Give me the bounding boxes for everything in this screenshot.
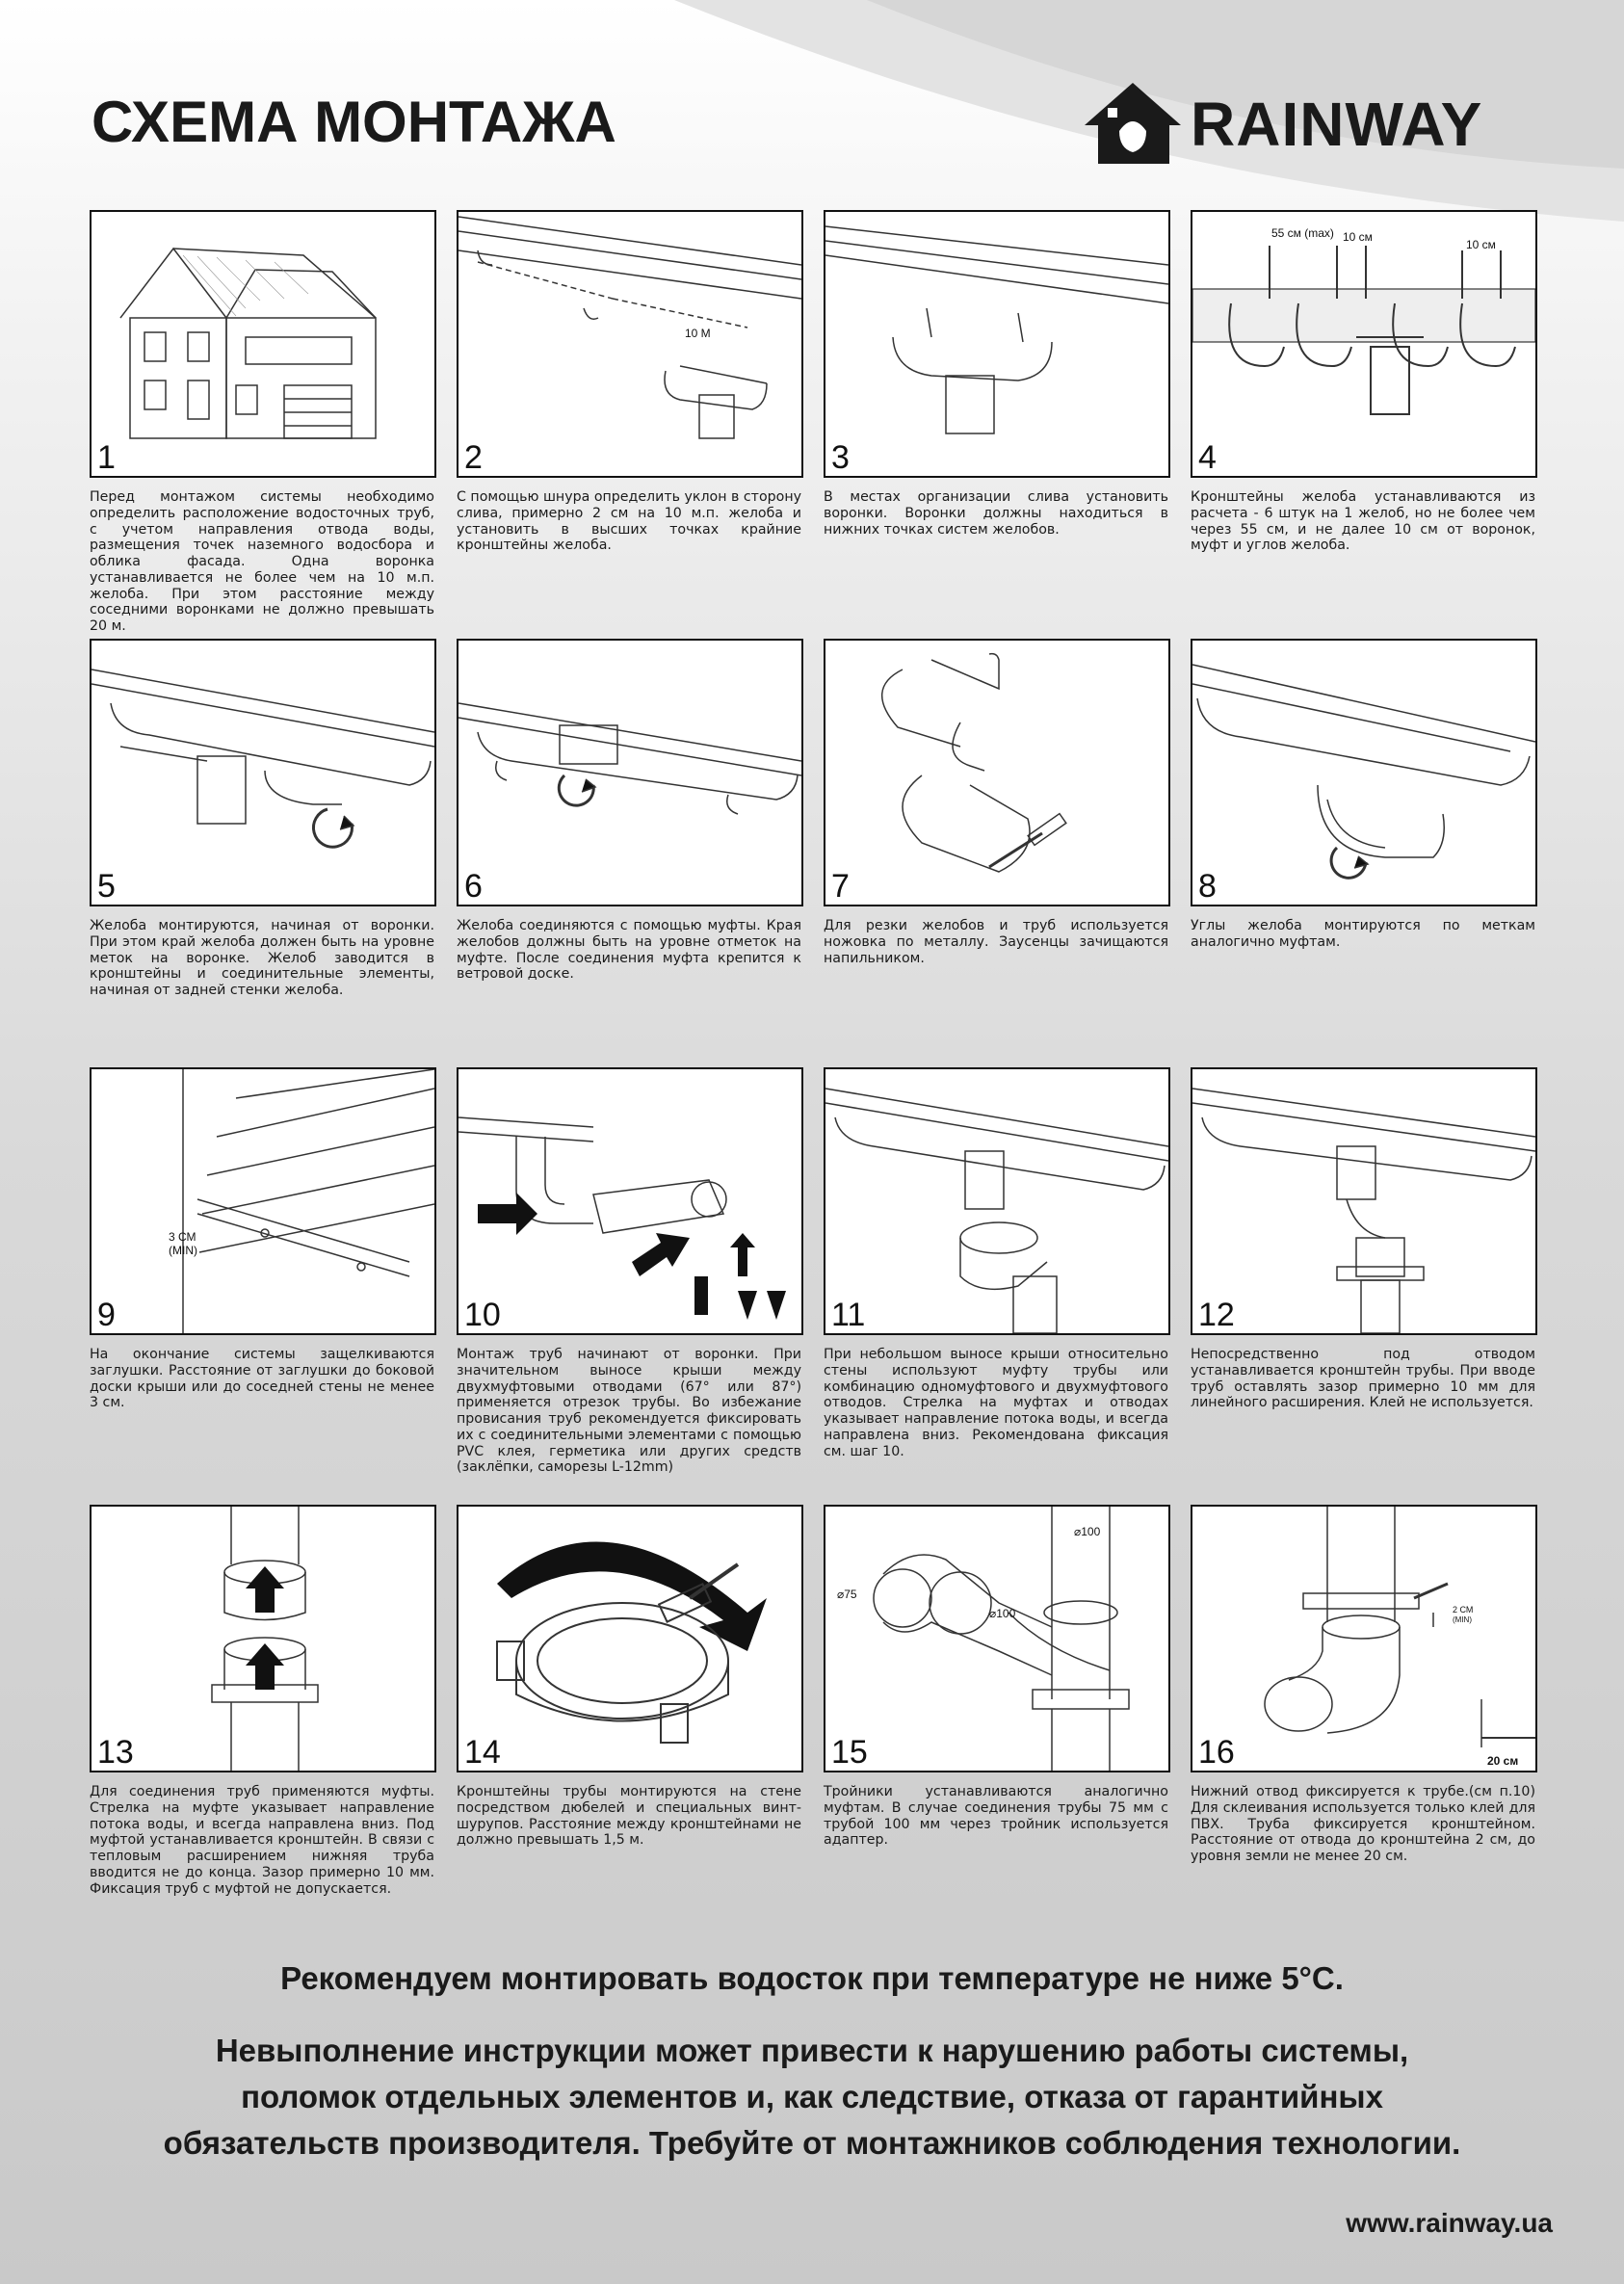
step-number: 12 <box>1198 1297 1235 1333</box>
step-9-illustration <box>90 1067 436 1335</box>
page-title: СХЕМА МОНТАЖА <box>92 90 616 154</box>
step-number: 2 <box>464 439 483 476</box>
step-description: Углы желоба монтируются по меткам аналогично муфтам. <box>1191 918 1535 950</box>
step-12-illustration <box>1191 1067 1537 1335</box>
step-number: 11 <box>831 1297 866 1333</box>
pipe-coupling-icon <box>92 1507 434 1771</box>
step-number: 1 <box>97 439 116 476</box>
ground-gap-label: 20 см <box>1487 1754 1519 1768</box>
step-8-illustration <box>1191 639 1537 906</box>
step-5-illustration <box>90 639 436 906</box>
max-spacing-label: 55 см (max) <box>1271 226 1334 240</box>
step-description: Непосредственно под отводом устанавливается кронштейн трубы. При вводе труб оставлять зазор примерно 10 мм для линейного расширения. Клей не используется. <box>1191 1347 1535 1411</box>
step-description: Желоба монтируются, начиная от воронки. При этом край желоба должен быть на уровне меток на воронке. Желоб заводится в кронштейны и соединительные элементы, начиная от задней стенки желоба. <box>90 918 434 998</box>
rainway-logo <box>1077 75 1539 171</box>
step-description: С помощью шнура определить уклон в сторону слива, примерно 2 см на 10 м.п. желоба и установить в высших точках крайние кронштейны желоба. <box>457 489 801 554</box>
step-2-illustration <box>457 210 803 478</box>
step-number: 10 <box>464 1297 501 1333</box>
gutter-union-icon <box>458 641 801 905</box>
step-number: 6 <box>464 868 483 905</box>
warning-line: обязательств производителя. Требуйте от монтажников соблюдения технологии. <box>163 2124 1461 2161</box>
pipe-socket-icon <box>825 1069 1168 1333</box>
step-description: Кронштейны желоба устанавливаются из расчета - 6 штук на 1 желоб, но не более чем через 55 см, и не далее 10 см от воронок, муфт и углов желоба. <box>1191 489 1535 554</box>
bottom-elbow-icon <box>1192 1507 1535 1771</box>
step-description: Нижний отвод фиксируется к трубе.(см п.10) Для склеивания используется только клей для ПВХ. Труба фиксируется кронштейном. Расстояние от отвода до кронштейна 2 см, до уровня земли не менее 20 см. <box>1191 1784 1535 1864</box>
step-16-illustration <box>1191 1505 1537 1772</box>
step-number: 7 <box>831 868 850 905</box>
step-number: 5 <box>97 868 116 905</box>
step-14-illustration <box>457 1505 803 1772</box>
step-number: 13 <box>97 1734 134 1771</box>
house-icon <box>92 212 434 476</box>
step-description: Тройники устанавливаются аналогично муфтам. В случае соединения трубы 75 мм с трубой 100 мм через тройник используется адаптер. <box>824 1784 1168 1849</box>
step-4-illustration <box>1191 210 1537 478</box>
temperature-recommendation: Рекомендуем монтировать водосток при температуре не ниже 5°С. <box>280 1960 1344 1996</box>
step-number: 9 <box>97 1297 116 1333</box>
bracket-gap-label: 2 СМ <box>1453 1605 1474 1615</box>
step-7-illustration <box>824 639 1170 906</box>
bracket-gap-min-label: (MIN) <box>1453 1615 1472 1624</box>
step-description: Для соединения труб применяются муфты. Стрелка на муфте указывает направление потока воды, и всегда направлена вниз. Под муфтой устанавливается кронштейн. В связи с тепловым расширением нижняя труба вводится не до конца. Зазор примерно 10 мм. Фиксация труб с муфтой не допускается. <box>90 1784 434 1897</box>
step-description: Желоба соединяются с помощью муфты. Края желобов должны быть на уровне отметок на муфте. После соединения муфта крепится к ветровой доске. <box>457 918 801 983</box>
gap-min-label: (MIN) <box>169 1244 197 1257</box>
pipe-clamp-icon <box>458 1507 801 1771</box>
step-description: В местах организации слива установить воронки. Воронки должны находиться в нижних точках систем желобов. <box>824 489 1168 538</box>
outlet-spacing-label: 10 см <box>1343 230 1373 244</box>
step-number: 14 <box>464 1734 501 1771</box>
step-3-illustration <box>824 210 1170 478</box>
main-diameter-label: ⌀100 <box>1074 1525 1101 1538</box>
step-description: Кронштейны трубы монтируются на стене посредством дюбелей и специальных винт-шурупов. Расстояние между кронштейнами не должно превышать 1,5 м. <box>457 1784 801 1849</box>
step-description: Монтаж труб начинают от воронки. При значительном выносе крыши между двухмуфтовыми отводами (67° или 87°) применяется отрезок трубы. Во избежание провисания труб рекомендуется фиксировать их с соединительными элементами с помощью PVC клея, герметика или других средств (заклёпки, саморезы L-12mm) <box>457 1347 801 1476</box>
house-drop-icon <box>1077 75 1192 171</box>
step-11-illustration <box>824 1067 1170 1335</box>
step-10-illustration <box>457 1067 803 1335</box>
step-number: 4 <box>1198 439 1217 476</box>
website-link[interactable]: www.rainway.ua <box>1346 2208 1553 2238</box>
pipe-bracket-icon <box>1192 1069 1535 1333</box>
gutter-corner-icon <box>1192 641 1535 905</box>
step-description: На окончание системы защелкиваются заглушки. Расстояние от заглушки до боковой доски крыши или до соседней стены не менее 3 см. <box>90 1347 434 1411</box>
gutter-install-icon <box>92 641 434 905</box>
step-13-illustration <box>90 1505 436 1772</box>
gap-label: 3 СМ <box>169 1230 196 1244</box>
gutter-outlet-icon <box>825 212 1168 476</box>
end-cap-icon <box>92 1069 434 1333</box>
step-number: 3 <box>831 439 850 476</box>
step-description: Для резки желобов и труб используется ножовка по металлу. Заусенцы зачищаются напильником. <box>824 918 1168 966</box>
warranty-warning <box>87 2028 1537 2166</box>
warning-line: поломок отдельных элементов и, как следствие, отказа от гарантийных <box>241 2078 1383 2114</box>
end-spacing-label: 10 см <box>1466 238 1496 251</box>
step-description: Перед монтажом системы необходимо определить расположение водосточных труб, с учетом направления отвода воды, размещения точек наземного водосбора и облика фасада. Одна воронка устанавливается не более чем на 10 м.п. желоба. При этом расстояние между соседними воронками не должно превышать 20 м. <box>90 489 434 634</box>
cutting-icon <box>825 641 1168 905</box>
step-number: 8 <box>1198 868 1217 905</box>
step-15-illustration <box>824 1505 1170 1772</box>
step-number: 16 <box>1198 1734 1235 1771</box>
gutter-slope-icon <box>458 212 801 476</box>
warning-line: Невыполнение инструкции может привести к нарушению работы системы, <box>215 2033 1409 2068</box>
step-description: При небольшом выносе крыши относительно стены используют муфту трубы или комбинацию одномуфтового и двухмуфтового отводов. Стрелка на муфтах и отводах указывает направление потока воды, и всегда направлена вниз. Рекомендована фиксация см. шаг 10. <box>824 1347 1168 1459</box>
step-number: 15 <box>831 1734 868 1771</box>
step-1-illustration <box>90 210 436 478</box>
step-6-illustration <box>457 639 803 906</box>
tee-adapter-icon <box>825 1507 1168 1771</box>
adapter-diameter-label: ⌀75 <box>837 1588 857 1601</box>
logo-text: RAINWAY <box>1191 90 1483 159</box>
tee-diameter-label: ⌀100 <box>989 1607 1016 1620</box>
slope-label: 10 М <box>685 327 711 340</box>
downpipe-elbow-icon <box>458 1069 801 1333</box>
gutter-brackets-icon <box>1192 212 1535 476</box>
